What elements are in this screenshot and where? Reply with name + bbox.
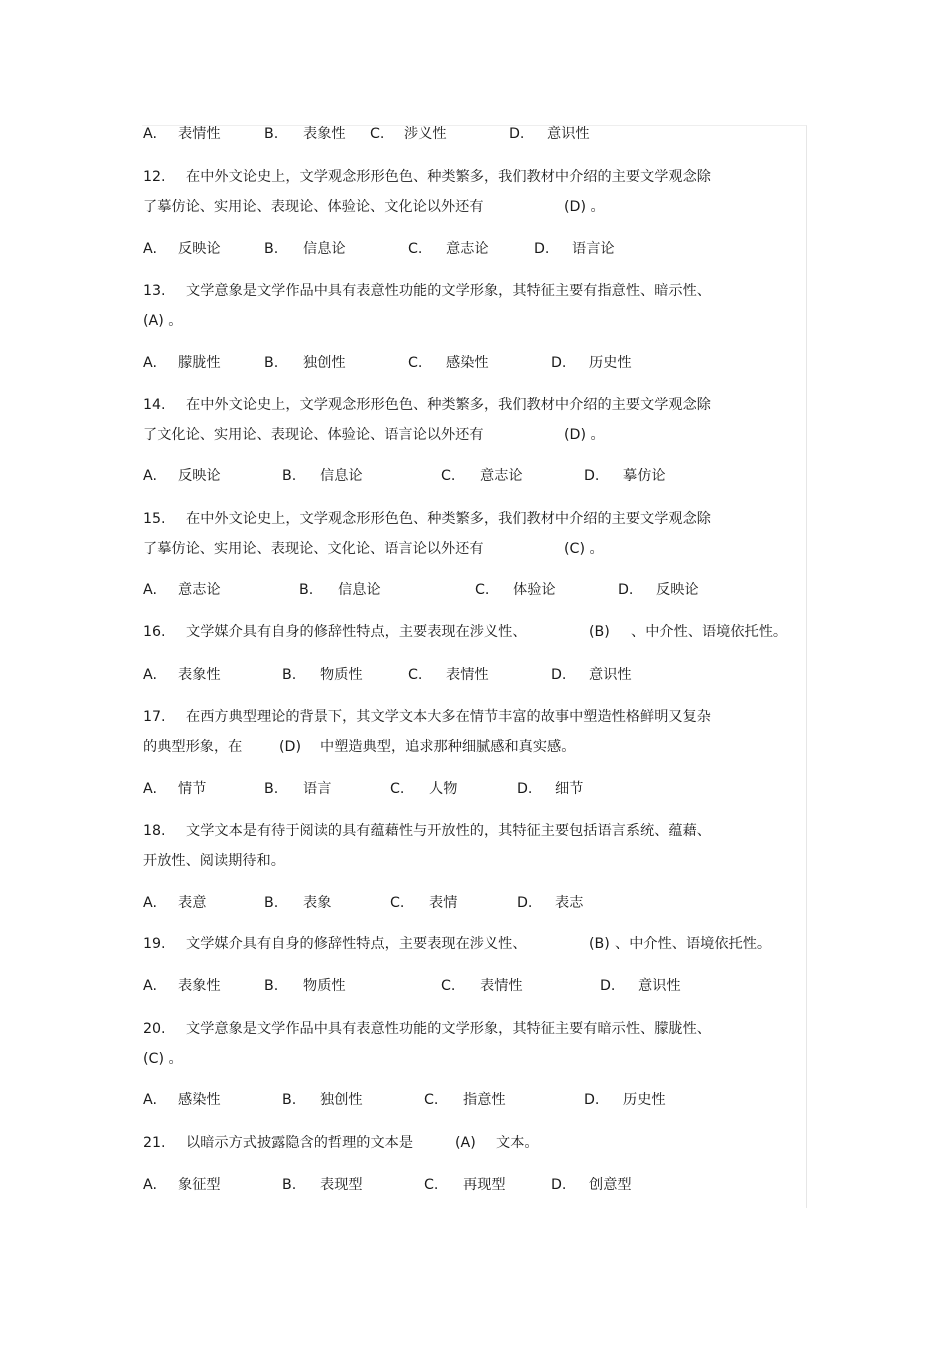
option-letter: A. xyxy=(143,781,157,797)
question-number: 12. xyxy=(143,169,166,185)
question-number: 15. xyxy=(143,511,166,527)
option-letter: B. xyxy=(264,241,279,257)
question-text: 了摹仿论、实用论、表现论、文化论、语言论以外还有 xyxy=(143,541,484,557)
option-letter: A. xyxy=(143,1177,157,1193)
option-letter: D. xyxy=(584,468,600,484)
question-text: 文学意象是文学作品中具有表意性功能的文学形象，其特征主要有暗示性、朦胧性、 xyxy=(186,1021,711,1037)
question-text: 了摹仿论、实用论、表现论、体验论、文化论以外还有 xyxy=(143,199,484,215)
option-letter: B. xyxy=(299,582,314,598)
option-text: 历史性 xyxy=(623,1092,666,1108)
question-text: 在中外文论史上，文学观念形形色色、种类繁多，我们教材中介绍的主要文学观念除 xyxy=(186,511,711,527)
option-letter: C. xyxy=(390,895,405,911)
option-text: 再现型 xyxy=(463,1177,506,1193)
option-text: 意志论 xyxy=(178,582,221,598)
option-letter: B. xyxy=(282,667,297,683)
option-letter: B. xyxy=(282,468,297,484)
option-text: 信息论 xyxy=(338,582,381,598)
option-letter: B. xyxy=(264,355,279,371)
option-letter: D. xyxy=(509,126,525,142)
question-text-tail: 中塑造典型，追求那种细腻感和真实感。 xyxy=(320,739,576,755)
option-letter: D. xyxy=(551,355,567,371)
question-number: 20. xyxy=(143,1021,166,1037)
question-number: 19. xyxy=(143,936,166,952)
option-text: 涉义性 xyxy=(404,126,447,142)
option-text: 细节 xyxy=(555,781,584,797)
question-number: 18. xyxy=(143,823,166,839)
question-text: 了文化论、实用论、表现论、体验论、语言论以外还有 xyxy=(143,427,484,443)
option-text: 表情性 xyxy=(446,667,489,683)
option-text: 指意性 xyxy=(463,1092,506,1108)
question-text: 文学文本是有待于阅读的具有蕴藉性与开放性的，其特征主要包括语言系统、蕴藉、 xyxy=(186,823,711,839)
question-number: 21. xyxy=(143,1135,166,1151)
option-text: 表象性 xyxy=(178,978,221,994)
question-text: 的典型形象，在 xyxy=(143,739,243,755)
option-letter: D. xyxy=(517,895,533,911)
answer-label: (C) 。 xyxy=(564,541,604,557)
question-text: 在中外文论史上，文学观念形形色色、种类繁多，我们教材中介绍的主要文学观念除 xyxy=(186,397,711,413)
option-text: 感染性 xyxy=(446,355,489,371)
question-number: 16. xyxy=(143,624,166,640)
option-letter: B. xyxy=(264,126,279,142)
question-text: 文学意象是文学作品中具有表意性功能的文学形象，其特征主要有指意性、暗示性、 xyxy=(186,283,711,299)
option-letter: C. xyxy=(408,241,423,257)
question-text: 以暗示方式披露隐含的哲理的文本是 xyxy=(186,1135,414,1151)
option-text: 情节 xyxy=(178,781,207,797)
question-number: 13. xyxy=(143,283,166,299)
option-letter: C. xyxy=(475,582,490,598)
option-letter: B. xyxy=(282,1092,297,1108)
option-text: 反映论 xyxy=(178,468,221,484)
question-text-tail: 文本。 xyxy=(496,1135,539,1151)
question-text: 在中外文论史上，文学观念形形色色、种类繁多，我们教材中介绍的主要文学观念除 xyxy=(186,169,711,185)
answer-label: (D) 。 xyxy=(564,427,605,443)
option-text: 意识性 xyxy=(589,667,632,683)
question-text: 开放性、阅读期待和。 xyxy=(143,853,285,869)
question-text-tail: 、中介性、语境依托性。 xyxy=(631,624,788,640)
question-text: (C) 。 xyxy=(143,1051,183,1067)
option-letter: B. xyxy=(264,781,279,797)
option-text: 朦胧性 xyxy=(178,355,221,371)
option-letter: A. xyxy=(143,241,157,257)
option-letter: C. xyxy=(441,468,456,484)
option-text: 意志论 xyxy=(480,468,523,484)
option-text: 反映论 xyxy=(656,582,699,598)
option-letter: B. xyxy=(264,895,279,911)
question-text: 文学媒介具有自身的修辞性特点，主要表现在涉义性、 xyxy=(186,624,527,640)
option-text: 表象性 xyxy=(303,126,346,142)
option-text: 摹仿论 xyxy=(623,468,666,484)
option-text: 人物 xyxy=(429,781,458,797)
option-text: 表意 xyxy=(178,895,207,911)
option-letter: D. xyxy=(618,582,634,598)
option-text: 意识性 xyxy=(638,978,681,994)
question-text-tail: 、中介性、语境依托性。 xyxy=(615,936,772,952)
option-text: 感染性 xyxy=(178,1092,221,1108)
option-letter: B. xyxy=(282,1177,297,1193)
option-text: 体验论 xyxy=(513,582,556,598)
answer-label: (D) xyxy=(279,739,301,755)
option-letter: A. xyxy=(143,978,157,994)
option-text: 反映论 xyxy=(178,241,221,257)
option-text: 信息论 xyxy=(320,468,363,484)
option-text: 表象 xyxy=(303,895,332,911)
option-letter: A. xyxy=(143,355,157,371)
option-letter: D. xyxy=(584,1092,600,1108)
question-text: (A) 。 xyxy=(143,313,183,329)
option-letter: A. xyxy=(143,667,157,683)
option-text: 语言论 xyxy=(572,241,615,257)
option-text: 语言 xyxy=(303,781,332,797)
answer-label: (B) xyxy=(589,936,610,952)
option-letter: D. xyxy=(600,978,616,994)
option-text: 物质性 xyxy=(320,667,363,683)
option-letter: A. xyxy=(143,126,157,142)
answer-label: (D) 。 xyxy=(564,199,605,215)
option-letter: C. xyxy=(424,1177,439,1193)
option-text: 表志 xyxy=(555,895,584,911)
option-letter: D. xyxy=(551,1177,567,1193)
option-letter: C. xyxy=(424,1092,439,1108)
option-text: 意志论 xyxy=(446,241,489,257)
answer-label: (B) xyxy=(589,624,610,640)
question-text: 文学媒介具有自身的修辞性特点，主要表现在涉义性、 xyxy=(186,936,527,952)
option-letter: B. xyxy=(264,978,279,994)
option-letter: C. xyxy=(408,355,423,371)
option-text: 历史性 xyxy=(589,355,632,371)
question-text: 在西方典型理论的背景下，其文学文本大多在情节丰富的故事中塑造性格鲜明又复杂 xyxy=(186,709,711,725)
option-letter: A. xyxy=(143,895,157,911)
option-text: 表情性 xyxy=(178,126,221,142)
option-text: 表象性 xyxy=(178,667,221,683)
option-letter: C. xyxy=(441,978,456,994)
option-text: 表情性 xyxy=(480,978,523,994)
option-letter: C. xyxy=(390,781,405,797)
option-text: 创意型 xyxy=(589,1177,632,1193)
option-text: 象征型 xyxy=(178,1177,221,1193)
option-letter: D. xyxy=(551,667,567,683)
option-text: 表现型 xyxy=(320,1177,363,1193)
option-text: 独创性 xyxy=(320,1092,363,1108)
option-text: 表情 xyxy=(429,895,458,911)
option-text: 独创性 xyxy=(303,355,346,371)
option-letter: C. xyxy=(370,126,385,142)
option-letter: D. xyxy=(517,781,533,797)
option-text: 意识性 xyxy=(547,126,590,142)
option-letter: A. xyxy=(143,468,157,484)
question-number: 17. xyxy=(143,709,166,725)
option-text: 信息论 xyxy=(303,241,346,257)
option-letter: C. xyxy=(408,667,423,683)
option-letter: A. xyxy=(143,1092,157,1108)
option-letter: A. xyxy=(143,582,157,598)
answer-label: (A) xyxy=(455,1135,476,1151)
question-number: 14. xyxy=(143,397,166,413)
option-text: 物质性 xyxy=(303,978,346,994)
option-letter: D. xyxy=(534,241,550,257)
